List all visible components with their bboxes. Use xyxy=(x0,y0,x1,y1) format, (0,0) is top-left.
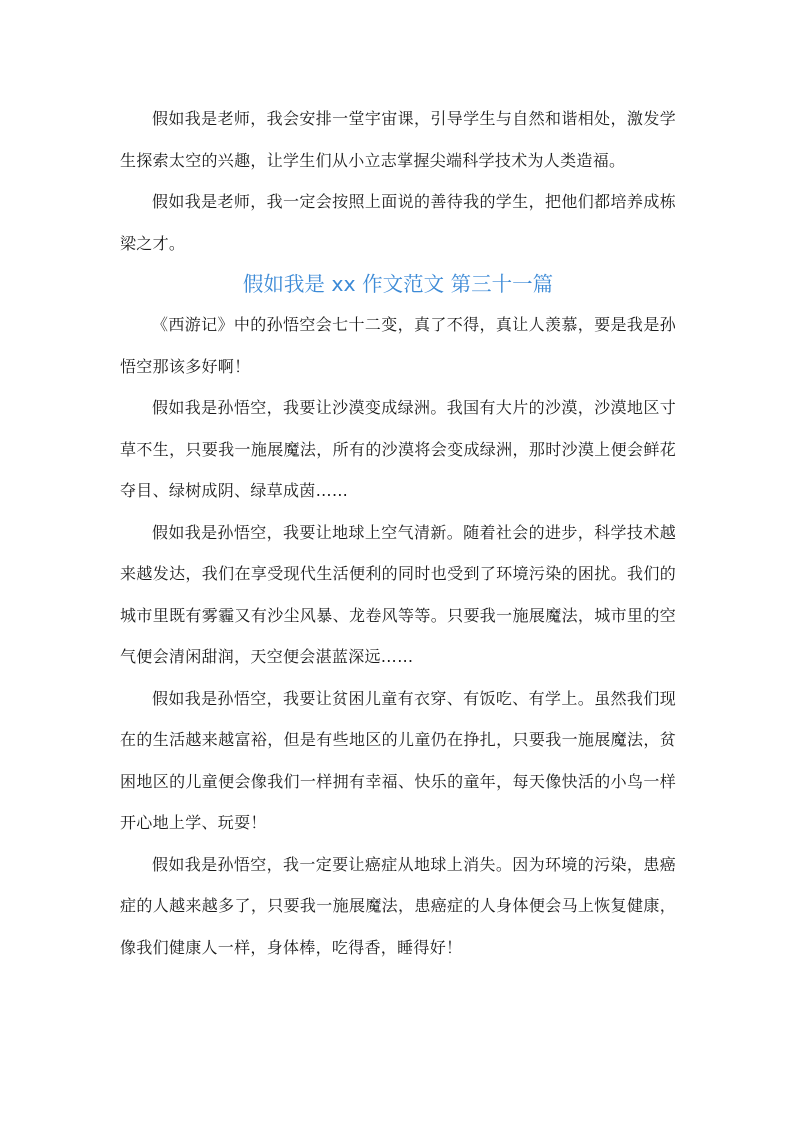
paragraph: 假如我是孙悟空，我要让地球上空气清新。随着社会的进步，科学技术越来越发达，我们在享受现代生活便利的同时也受到了环境污染的困扰。我们的城市里既有雾霾又有沙尘风暴、龙卷风等等。只要我一施展魔法，城市里的空气便会清闲甜润，天空便会湛蓝深远…… xyxy=(120,522,676,666)
document-body xyxy=(120,98,676,968)
paragraph: 假如我是孙悟空，我一定要让癌症从地球上消失。因为环境的污染，患癌症的人越来越多了，只要我一施展魔法，患癌症的人身体便会马上恢复健康，像我们健康人一样，身体棒，吃得香，睡得好！ xyxy=(120,854,676,957)
paragraph: 假如我是老师，我一定会按照上面说的善待我的学生，把他们都培养成栋梁之才。 xyxy=(120,192,676,253)
paragraph: 假如我是孙悟空，我要让沙漠变成绿洲。我国有大片的沙漠，沙漠地区寸草不生，只要我一施展魔法，所有的沙漠将会变成绿洲，那时沙漠上便会鲜花夺目、绿树成阴、绿草成茵…… xyxy=(120,398,676,500)
section-heading: 假如我是 xx 作文范文 第三十一篇 xyxy=(242,272,554,296)
paragraph: 假如我是老师，我会安排一堂宇宙课，引导学生与自然和谐相处，激发学生探索太空的兴趣，让学生们从小立志掌握尖端科学技术为人类造福。 xyxy=(120,109,676,170)
paragraph: 假如我是孙悟空，我要让贫困儿童有衣穿、有饭吃、有学上。虽然我们现在的生活越来越富裕，但是有些地区的儿童仍在挣扎，只要我一施展魔法，贫困地区的儿童便会像我们一样拥有幸福、快乐的童年，每天像快活的小鸟一样开心地上学、玩耍！ xyxy=(120,688,676,832)
paragraph: 《西游记》中的孙悟空会七十二变，真了不得，真让人羡慕，要是我是孙悟空那该多好啊！ xyxy=(120,315,676,376)
